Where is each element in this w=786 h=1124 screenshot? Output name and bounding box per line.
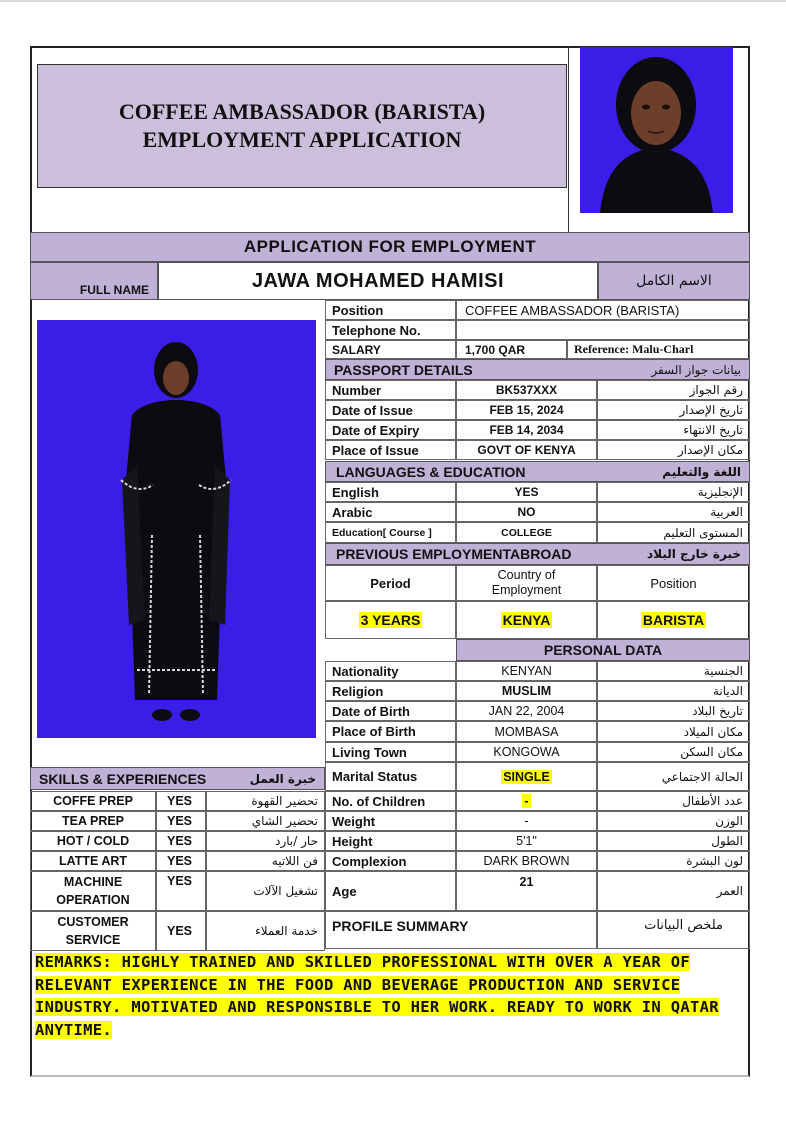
arabic-ar: العربية xyxy=(597,502,750,522)
weight-ar: الوزن xyxy=(597,811,750,831)
position-prev-value: BARISTA xyxy=(642,612,705,628)
full-body-photo xyxy=(37,320,316,738)
period-value-cell xyxy=(325,601,456,639)
complexion-label: Complexion xyxy=(325,851,456,871)
religion-label: Religion xyxy=(325,681,456,701)
skill-tea-prep-ar: تحضير الشاي xyxy=(206,811,325,831)
issue-date-value: FEB 15, 2024 xyxy=(456,400,597,420)
salary-value: 1,700 QAR xyxy=(456,340,567,359)
previous-title: PREVIOUS EMPLOYMENTABROAD xyxy=(336,546,572,562)
passport-title-ar: بيانات جواز السفر xyxy=(651,362,741,377)
date-of-birth-ar: تاريخ البلاد xyxy=(597,701,750,721)
arabic-label: Arabic xyxy=(325,502,456,522)
date-of-birth-label: Date of Birth xyxy=(325,701,456,721)
skill-label-line1: COFFE PREP xyxy=(53,794,133,808)
skill-customer-service-value: YES xyxy=(156,911,206,951)
country-value: KENYA xyxy=(502,612,551,628)
profile-summary-ar: ملخص البيانات xyxy=(597,911,750,949)
expiry-date-ar: تاريخ الانتهاء xyxy=(597,420,750,440)
period-value: 3 YEARS xyxy=(360,612,421,628)
skill-hot-cold-ar: حار /بارد xyxy=(206,831,325,851)
living-town-value: KONGOWA xyxy=(456,742,597,762)
place-of-issue-label: Place of Issue xyxy=(325,440,456,460)
skill-label-line2: OPERATION xyxy=(56,893,130,907)
marital-status-label: Marital Status xyxy=(325,762,456,791)
reference-value: Reference: Malu-Charl xyxy=(567,340,750,359)
col-period: Period xyxy=(325,565,456,601)
nationality-value: KENYAN xyxy=(456,661,597,681)
place-of-issue-ar: مكان الإصدار xyxy=(597,440,750,460)
full-name-label: FULL NAME xyxy=(30,262,158,300)
english-ar: الإنجليزية xyxy=(597,482,750,502)
languages-header xyxy=(325,461,750,482)
skill-coffe-prep-ar: تحضير القهوة xyxy=(206,791,325,811)
previous-employment-header xyxy=(325,543,750,565)
languages-title-ar: اللغة والتعليم xyxy=(662,464,741,479)
header-title-line1: COFFEE AMBASSADOR (BARISTA) xyxy=(118,99,486,124)
height-label: Height xyxy=(325,831,456,851)
position-label: Position xyxy=(325,300,456,320)
issue-date-label: Date of Issue xyxy=(325,400,456,420)
skill-coffe-prep-label xyxy=(30,791,156,811)
place-of-birth-label: Place of Birth xyxy=(325,721,456,742)
expiry-date-label: Date of Expiry xyxy=(325,420,456,440)
skill-tea-prep-value: YES xyxy=(156,811,206,831)
header-title-line2: EMPLOYMENT APPLICATION xyxy=(142,127,462,152)
english-label: English xyxy=(325,482,456,502)
skills-header xyxy=(30,767,325,790)
col-position: Position xyxy=(597,565,750,601)
skill-latte-art-ar: فن اللاتيه xyxy=(206,851,325,871)
telephone-label: Telephone No. xyxy=(325,320,456,340)
languages-title: LANGUAGES & EDUCATION xyxy=(336,463,526,480)
living-town-label: Living Town xyxy=(325,742,456,762)
skill-coffe-prep-value: YES xyxy=(156,791,206,811)
marital-status-value xyxy=(456,762,597,791)
remarks xyxy=(35,951,745,1041)
age-ar: العمر xyxy=(597,871,750,911)
age-label: Age xyxy=(325,871,456,911)
marital-status-ar: الحالة الاجتماعي xyxy=(597,762,750,791)
skill-customer-service-label xyxy=(30,911,156,951)
position-prev-cell xyxy=(597,601,750,639)
passport-number-ar: رقم الجواز xyxy=(597,380,750,400)
top-divider xyxy=(0,0,786,2)
place-of-birth-ar: مكان الميلاد xyxy=(597,721,750,742)
skill-latte-art-label xyxy=(30,851,156,871)
skill-label-line1: MACHINE xyxy=(63,875,123,889)
skill-machine-operation-label xyxy=(30,871,156,911)
col-country-line1: Country of xyxy=(497,568,556,582)
no-of-children-ar: عدد الأطفال xyxy=(597,791,750,811)
complexion-value: DARK BROWN xyxy=(456,851,597,871)
age-value: 21 xyxy=(456,871,597,911)
date-of-birth-value: JAN 22, 2004 xyxy=(456,701,597,721)
col-country xyxy=(456,565,597,601)
telephone-value xyxy=(456,320,750,340)
form-header xyxy=(37,64,567,188)
position-value: COFFEE AMBASSADOR (BARISTA) xyxy=(456,300,750,320)
passport-number-value: BK537XXX xyxy=(456,380,597,400)
skill-latte-art-value: YES xyxy=(156,851,206,871)
remarks-text: REMARKS: HIGHLY TRAINED AND SKILLED PROFESSIONAL WITH OVER A YEAR OF RELEVANT EXPERIENCE IN THE FOOD AND BEVERAGE PRODUCTION AND SERVICE INDUSTRY. MOTIVATED AND RESPONSIBLE TO HER WORK. READY TO WORK IN QATAR ANYTIME. xyxy=(35,953,719,1039)
skill-label-line1: CUSTOMER xyxy=(57,915,129,929)
english-value: YES xyxy=(456,482,597,502)
nationality-ar: الجنسية xyxy=(597,661,750,681)
religion-ar: الديانة xyxy=(597,681,750,701)
profile-summary-title: PROFILE SUMMARY xyxy=(325,911,597,949)
education-ar: المستوى التعليم xyxy=(597,522,750,543)
skills-title-ar: خبرة العمل xyxy=(249,771,316,786)
passport-number-label: Number xyxy=(325,380,456,400)
skill-label-line2: SERVICE xyxy=(65,933,121,947)
skill-hot-cold-label xyxy=(30,831,156,851)
skill-hot-cold-value: YES xyxy=(156,831,206,851)
portrait-photo xyxy=(580,47,733,213)
skill-customer-service-ar: خدمة العملاء xyxy=(206,911,325,951)
salary-label: SALARY xyxy=(325,340,456,359)
living-town-ar: مكان السكن xyxy=(597,742,750,762)
personal-data-header: PERSONAL DATA xyxy=(456,639,750,661)
col-country-line2: Employment xyxy=(491,583,562,597)
height-ar: الطول xyxy=(597,831,750,851)
skill-label-line1: HOT / COLD xyxy=(56,834,130,848)
arabic-value: NO xyxy=(456,502,597,522)
country-value-cell xyxy=(456,601,597,639)
skill-label-line1: LATTE ART xyxy=(58,854,128,868)
marital-status-value-text: SINGLE xyxy=(503,769,550,784)
skill-label-line1: TEA PREP xyxy=(61,814,125,828)
nationality-label: Nationality xyxy=(325,661,456,681)
full-name-value: JAWA MOHAMED HAMISI xyxy=(158,262,598,300)
section-title: APPLICATION FOR EMPLOYMENT xyxy=(30,232,750,262)
education-label: Education[ Course ] xyxy=(325,522,456,543)
no-of-children-label: No. of Children xyxy=(325,791,456,811)
expiry-date-value: FEB 14, 2034 xyxy=(456,420,597,440)
issue-date-ar: تاريخ الإصدار xyxy=(597,400,750,420)
complexion-ar: لون البشرة xyxy=(597,851,750,871)
passport-title: PASSPORT DETAILS xyxy=(334,361,473,378)
place-of-issue-value: GOVT OF KENYA xyxy=(456,440,597,460)
height-value: 5'1" xyxy=(456,831,597,851)
passport-header xyxy=(325,359,750,380)
skills-title: SKILLS & EXPERIENCES xyxy=(39,770,207,787)
no-of-children-value-text: - xyxy=(524,794,529,808)
skill-tea-prep-label xyxy=(30,811,156,831)
full-name-label-ar: الاسم الكامل xyxy=(598,262,750,300)
no-of-children-value xyxy=(456,791,597,811)
skill-machine-operation-value: YES xyxy=(156,871,206,911)
place-of-birth-value: MOMBASA xyxy=(456,721,597,742)
religion-value: MUSLIM xyxy=(456,681,597,701)
education-value: COLLEGE xyxy=(456,522,597,543)
weight-value: - xyxy=(456,811,597,831)
previous-title-ar: خبرة خارج البلاد xyxy=(647,547,741,561)
weight-label: Weight xyxy=(325,811,456,831)
skill-machine-operation-ar: تشغيل الآلات xyxy=(206,871,325,911)
